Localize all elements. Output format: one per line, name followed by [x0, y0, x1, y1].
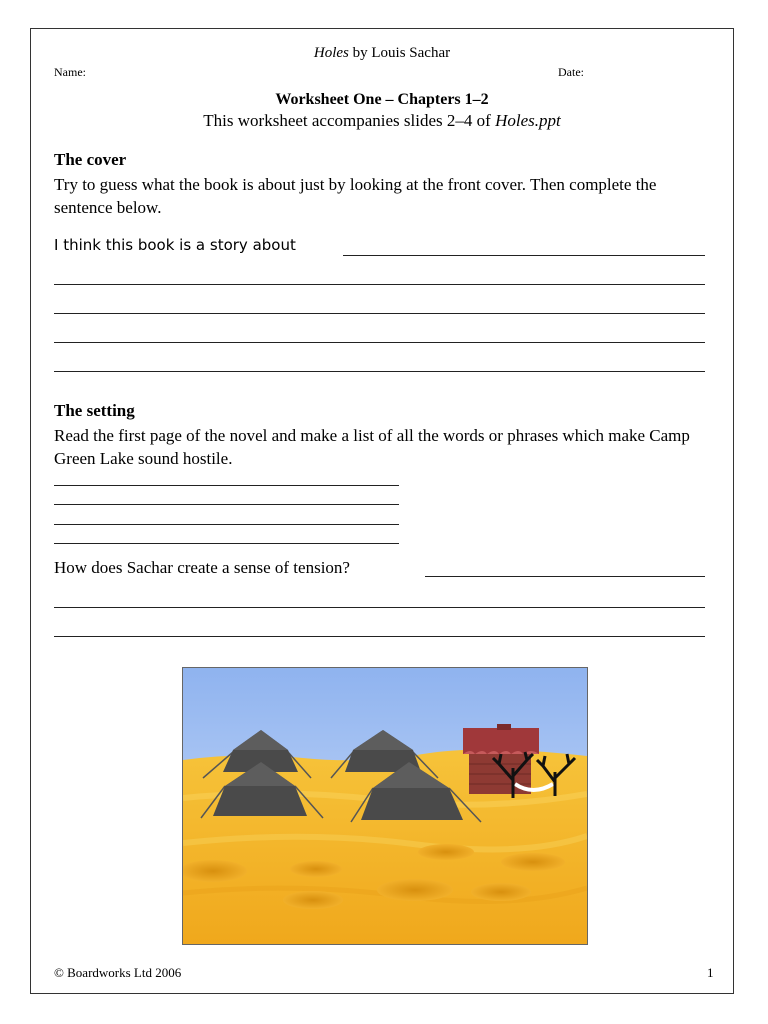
answer-line[interactable]: [54, 371, 705, 372]
hole: [501, 853, 565, 871]
list-line[interactable]: [54, 485, 399, 486]
camp-green-lake-picture: [183, 668, 587, 944]
worksheet-page: [30, 28, 734, 994]
hole: [471, 883, 531, 901]
cover-instructions: Try to guess what the book is about just by looking at the front cover. Then complete the sentence below.: [54, 175, 657, 217]
book-title-italic: Holes: [313, 45, 349, 61]
worksheet-title: Worksheet One – Chapters 1–2: [275, 91, 489, 108]
list-line[interactable]: [54, 524, 399, 525]
answer-line[interactable]: [54, 313, 705, 314]
setting-instructions: Read the first page of the novel and make a list of all the words or phrases which make Camp Green Lake sound hostile.: [54, 426, 690, 468]
answer-line[interactable]: [54, 636, 705, 637]
list-line[interactable]: [54, 504, 399, 505]
answer-line[interactable]: [54, 284, 705, 285]
cover-heading: The cover: [54, 150, 127, 169]
subtitle-file: Holes.ppt: [495, 111, 561, 130]
list-line[interactable]: [54, 543, 399, 544]
book-title: [31, 45, 733, 62]
setting-heading: The setting: [54, 401, 135, 420]
name-label: Name:: [54, 65, 86, 79]
answer-line[interactable]: [425, 576, 705, 577]
cover-prompt: I think this book is a story about: [54, 236, 296, 254]
answer-line[interactable]: [54, 607, 705, 608]
book-title-author: by Louis Sachar: [348, 45, 451, 61]
hole: [283, 891, 343, 909]
page-number: 1: [707, 965, 714, 980]
hole: [290, 861, 342, 877]
copyright-footer: © Boardworks Ltd 2006: [54, 965, 182, 980]
worksheet-subtitle: [31, 111, 733, 131]
date-label: Date:: [558, 65, 584, 79]
answer-line[interactable]: [54, 342, 705, 343]
camp-illustration: [182, 667, 588, 945]
answer-line[interactable]: [343, 255, 705, 256]
hole: [377, 879, 453, 901]
tension-question: How does Sachar create a sense of tension?: [54, 558, 350, 577]
hole: [418, 844, 474, 860]
subtitle-prefix: This worksheet accompanies slides 2–4 of: [203, 111, 496, 130]
